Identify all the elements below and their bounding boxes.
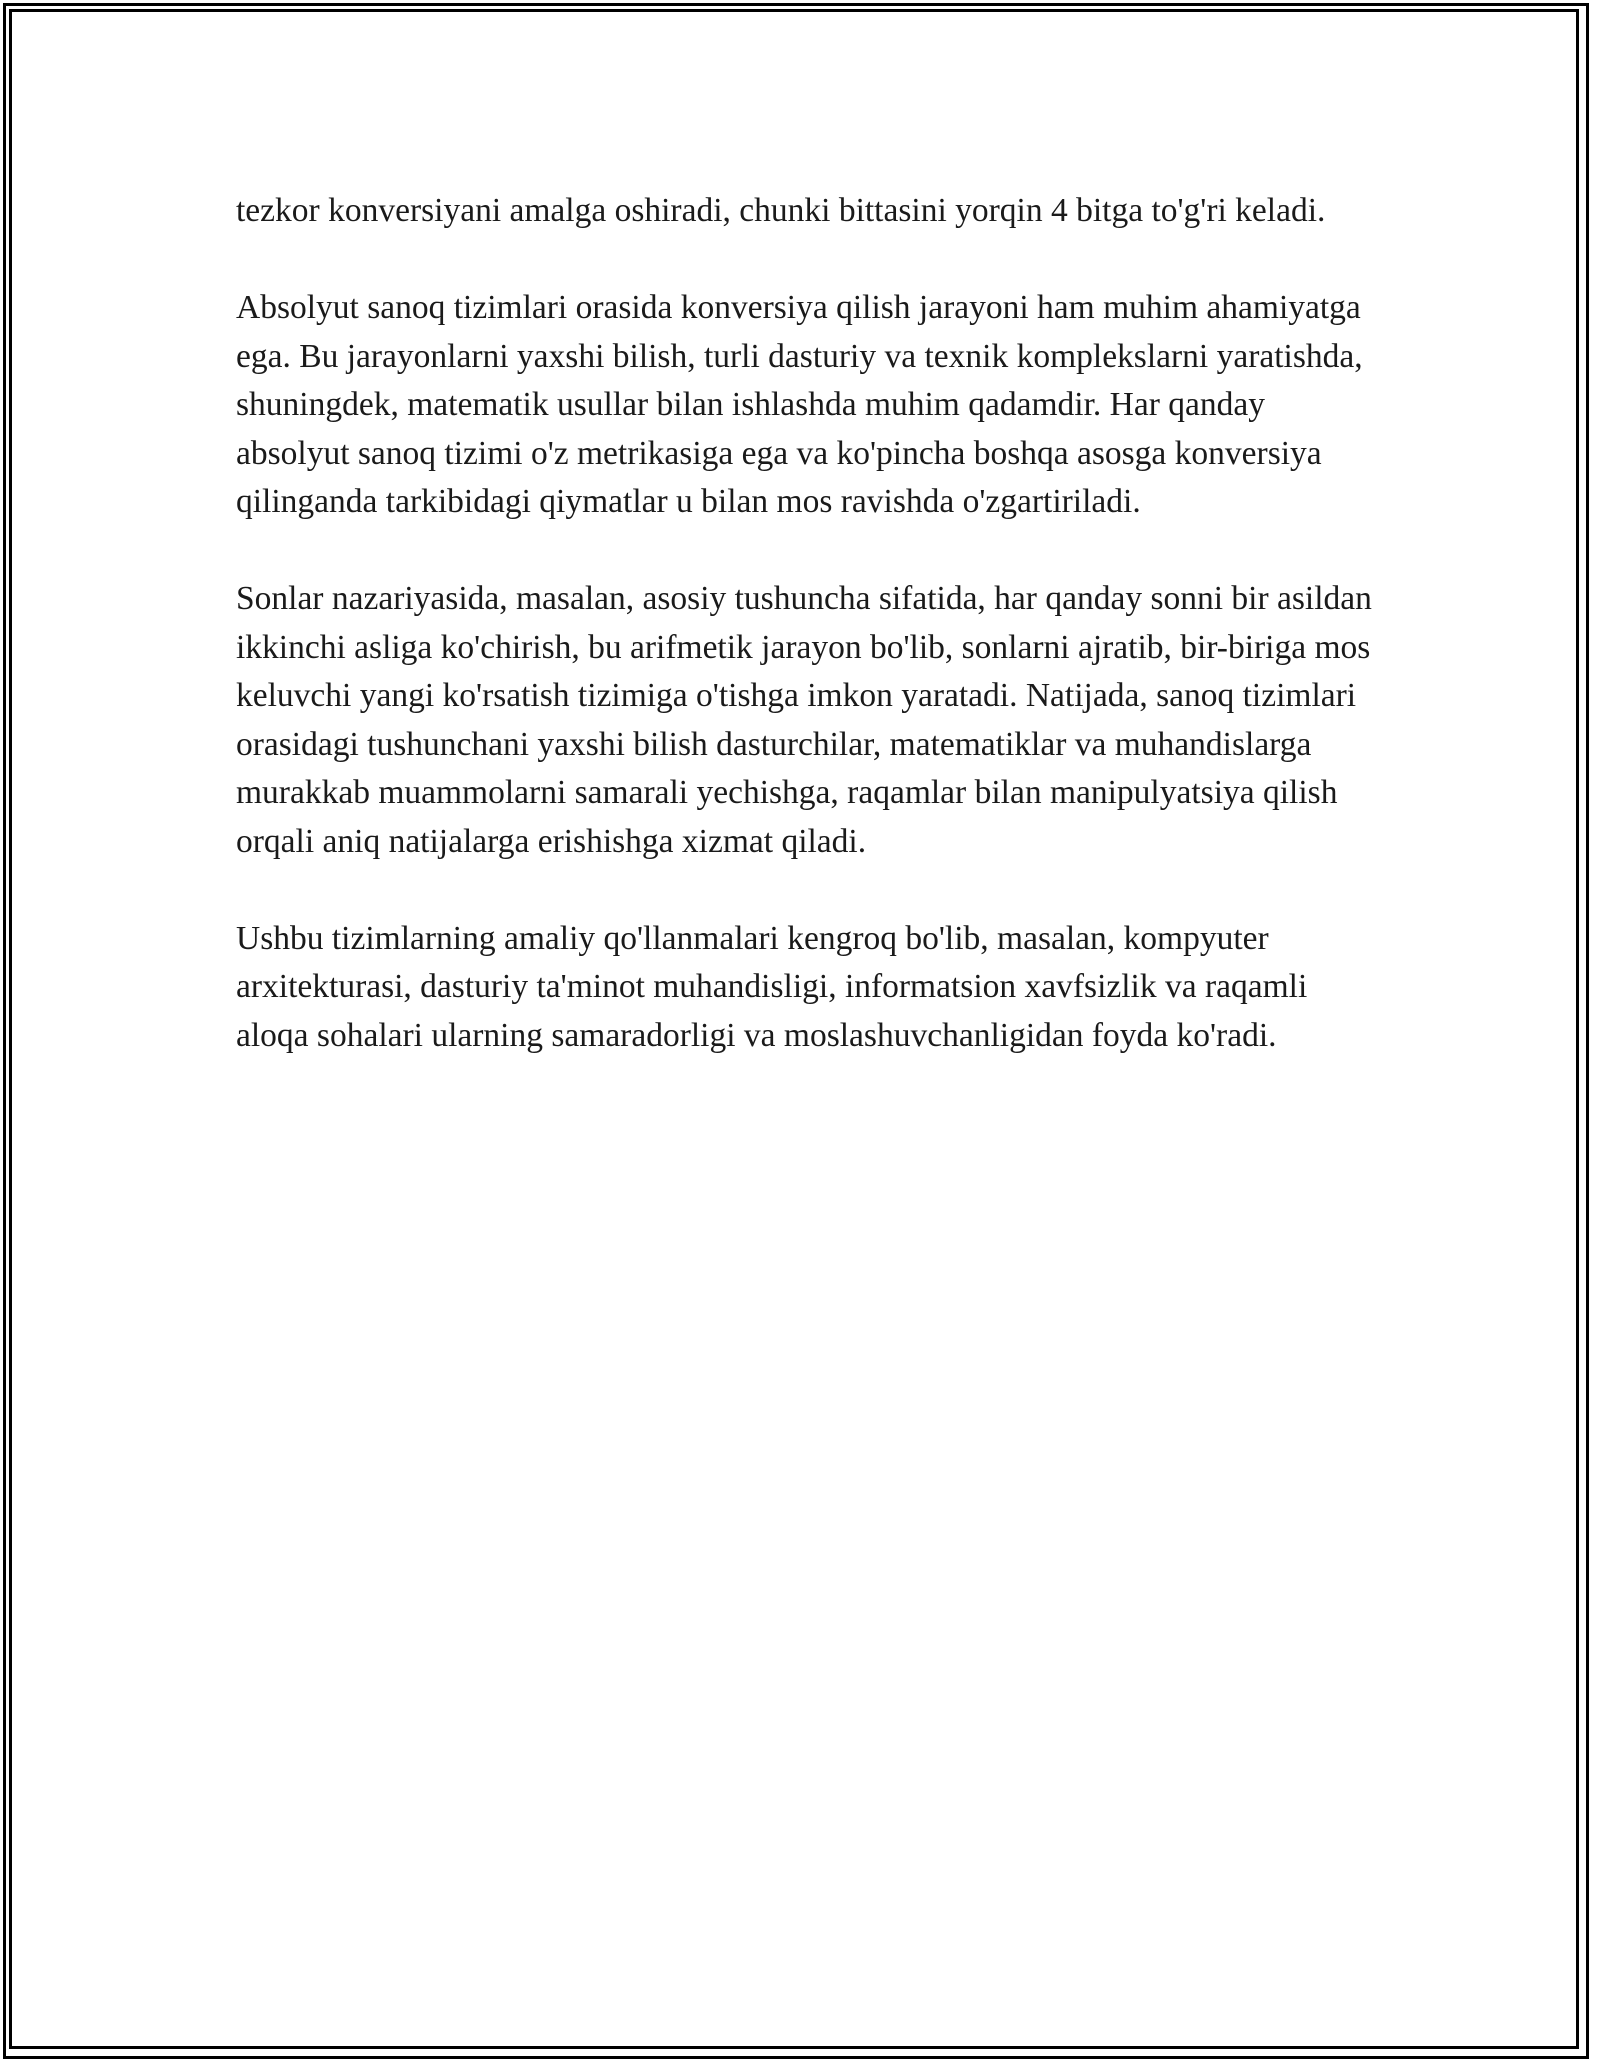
paragraph-3: Sonlar nazariyasida, masalan, asosiy tushuncha sifatida, har qanday sonni bir asildan ikkinchi asliga ko'chirish, bu arifmetik jarayon bo'lib, sonlarni ajratib, bir-biriga mos keluvchi yangi ko'rsatish tizimiga o'tishga imkon yaratadi. Natijada, sanoq tizimlari orasidagi tushunchani yaxshi bilish dasturchilar, matematiklar va muhandislarga murakkab muammolarni samarali yechishga, raqamlar bilan manipulyatsiya qilish orqali aniq natijalarga erishishga xizmat qiladi. [236, 580, 1372, 860]
document-body [236, 187, 1376, 1109]
paragraph-2: Absolyut sanoq tizimlari orasida konversiya qilish jarayoni ham muhim ahamiyatga ega. Bu jarayonlarni yaxshi bilish, turli dasturiy va texnik komplekslarni yaratishda, shuningdek, matematik usullar bilan ishlashda muhim qadamdir. Har qanday absolyut sanoq tizimi o'z metrikasiga ega va ko'pincha boshqa asosga konversiya qilinganda tarkibidagi qiymatlar u bilan mos ravishda o'zgartiriladi. [236, 289, 1363, 520]
paragraph-1: tezkor konversiyani amalga oshiradi, chunki bittasini yorqin 4 bitga to'g'ri keladi. [236, 192, 1326, 229]
paragraph-4: Ushbu tizimlarning amaliy qo'llanmalari kengroq bo'lib, masalan, kompyuter arxitekturasi, dasturiy ta'minot muhandisligi, informatsion xavfsizlik va raqamli aloqa sohalari ularning samaradorligi va moslashuvchanligidan foyda ko'radi. [236, 919, 1308, 1054]
